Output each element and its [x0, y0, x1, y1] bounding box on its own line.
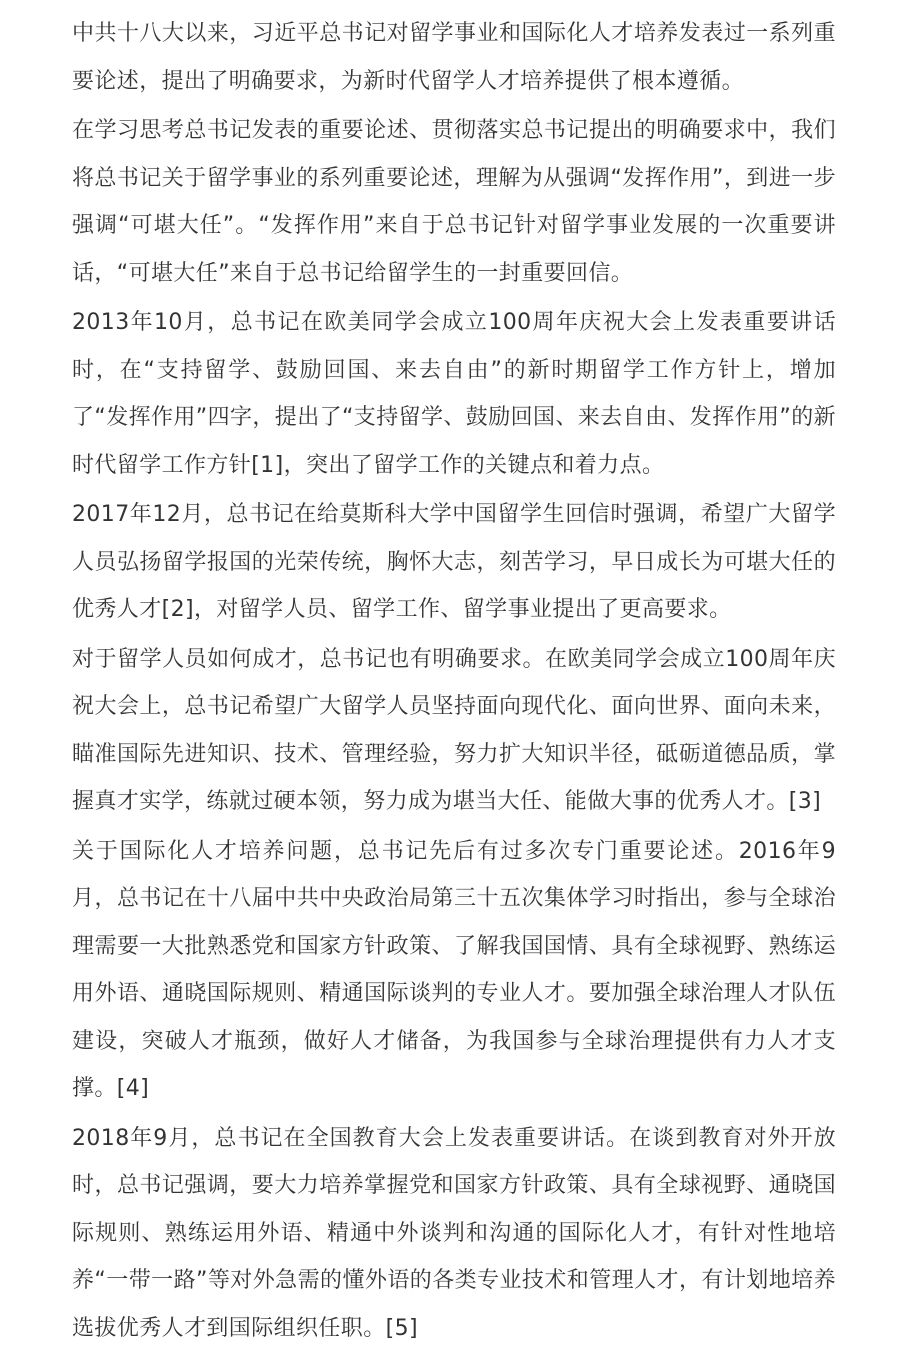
paragraph-intro: 中共十八大以来，习近平总书记对留学事业和国际化人才培养发表过一系列重要论述，提出了明确要求，为新时代留学人才培养提供了根本遵循。 [72, 10, 836, 105]
paragraph-interpretation: 在学习思考总书记发表的重要论述、贯彻落实总书记提出的明确要求中，我们将总书记关于留学事业的系列重要论述，理解为从强调“发挥作用”，到进一步强调“可堪大任”。“发挥作用”来自于总书记针对留学事业发展的一次重要讲话，“可堪大任”来自于总书记给留学生的一封重要回信。 [72, 107, 836, 297]
paragraph-2017-letter: 2017年12月，总书记在给莫斯科大学中国留学生回信时强调，希望广大留学人员弘扬留学报国的光荣传统，胸怀大志，刻苦学习，早日成长为可堪大任的优秀人才[2]，对留学人员、留学工作、留学事业提出了更高要求。 [72, 491, 836, 634]
paragraph-2018-education-conference: 2018年9月，总书记在全国教育大会上发表重要讲话。在谈到教育对外开放时，总书记强调，要大力培养掌握党和国家方针政策、具有全球视野、通晓国际规则、熟练运用外语、精通中外谈判和沟通的国际化人才，有针对性地培养“一带一路”等对外急需的懂外语的各类专业技术和管理人才，有计划地培养选拔优秀人才到国际组织任职。[5] [72, 1115, 836, 1352]
paragraph-2013-speech: 2013年10月，总书记在欧美同学会成立100周年庆祝大会上发表重要讲话时，在“支持留学、鼓励回国、来去自由”的新时期留学工作方针上，增加了“发挥作用”四字，提出了“支持留学、鼓励回国、来去自由、发挥作用”的新时代留学工作方针[1]，突出了留学工作的关键点和着力点。 [72, 299, 836, 489]
paragraph-2016-study-session: 关于国际化人才培养问题，总书记先后有过多次专门重要论述。2016年9月，总书记在十八届中共中央政治局第三十五次集体学习时指出，参与全球治理需要一大批熟悉党和国家方针政策、了解我国国情、具有全球视野、熟练运用外语、通晓国际规则、精通国际谈判的专业人才。要加强全球治理人才队伍建设，突破人才瓶颈，做好人才储备，为我国参与全球治理提供有力人才支撑。[4] [72, 828, 836, 1113]
paragraph-talent-requirements: 对于留学人员如何成才，总书记也有明确要求。在欧美同学会成立100周年庆祝大会上，总书记希望广大留学人员坚持面向现代化、面向世界、面向未来，瞄准国际先进知识、技术、管理经验，努力扩大知识半径，砥砺道德品质，掌握真才实学，练就过硬本领，努力成为堪当大任、能做大事的优秀人才。[3] [72, 636, 836, 826]
